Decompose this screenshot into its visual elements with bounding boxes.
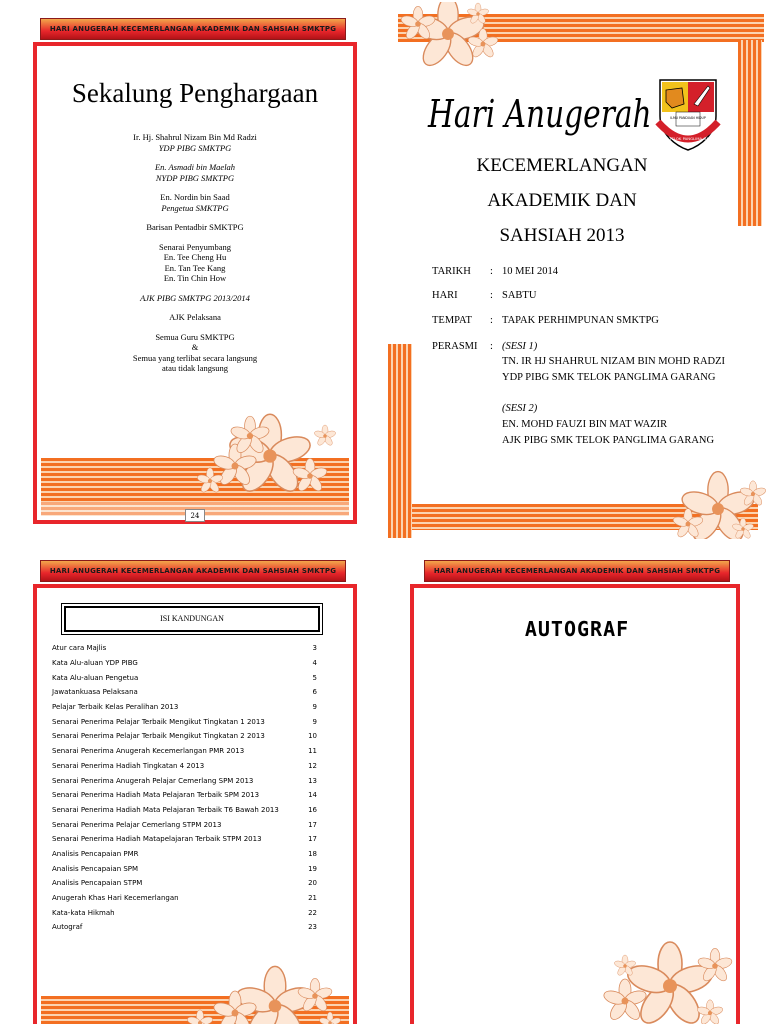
toc-page: 9 xyxy=(312,703,317,712)
list-spacer xyxy=(30,153,360,162)
page-number: 24 xyxy=(185,509,205,522)
list-spacer xyxy=(30,323,360,332)
toc-row xyxy=(52,744,317,759)
list-spacer xyxy=(30,183,360,192)
toc-label: Kata-kata Hikmah xyxy=(52,908,115,917)
acknowledgement-line: Semua Guru SMKTPG xyxy=(155,331,235,342)
toc-page: 11 xyxy=(308,747,317,756)
toc-row xyxy=(52,773,317,788)
info-value: SABTU xyxy=(502,290,537,301)
toc-label: Senarai Penerima Hadiah Matapelajaran Terbaik STPM 2013 xyxy=(52,835,262,844)
toc-title: ISI KANDUNGAN xyxy=(64,606,320,632)
toc-page: 23 xyxy=(308,923,317,932)
flower-decoration-icon xyxy=(668,469,768,539)
acknowledgement-line: Senarai Penyumbang xyxy=(159,241,231,252)
toc-row xyxy=(52,905,317,920)
info-value: 10 MEI 2014 xyxy=(502,266,558,277)
toc-page: 13 xyxy=(308,776,317,785)
toc-row xyxy=(52,847,317,862)
cover-script-title: Hari Anugerah xyxy=(428,92,652,136)
acknowledgement-line: & xyxy=(191,342,199,352)
colon: : xyxy=(490,290,493,301)
toc-label: Anugerah Khas Hari Kecemerlangan xyxy=(52,894,179,903)
page-header: HARI ANUGERAH KECEMERLANGAN AKADEMIK DAN SAHSIAH SMKTPG xyxy=(40,18,346,40)
info-label: PERASMI xyxy=(432,341,478,352)
toc-label: Senarai Penerima Anugerah Pelajar Cemerlang SPM 2013 xyxy=(52,776,254,785)
colon: : xyxy=(490,341,493,352)
toc-label: Analisis Pencapaian SPM xyxy=(52,864,139,873)
toc-row xyxy=(52,861,317,876)
officiator-line: TN. IR HJ SHAHRUL NIZAM BIN MOHD RADZI xyxy=(502,356,726,367)
toc-list xyxy=(52,641,317,935)
acknowledgement-line: Semua yang terlibat secara langsung xyxy=(132,352,258,363)
decorative-stripes xyxy=(738,40,762,226)
acknowledgement-line: YDP PIBG SMKTPG xyxy=(158,142,232,153)
toc-label: Pelajar Terbaik Kelas Peralihan 2013 xyxy=(52,703,179,712)
cover-heading-line: SAHSIAH 2013 xyxy=(499,225,625,246)
toc-label: Kata Alu-aluan Pengetua xyxy=(52,673,139,682)
toc-row xyxy=(52,803,317,818)
list-spacer xyxy=(30,213,360,222)
info-value: TAPAK PERHIMPUNAN SMKTPG xyxy=(502,315,659,326)
toc-label: Jawatankuasa Pelaksana xyxy=(52,688,138,697)
toc-page: 16 xyxy=(308,805,317,814)
info-label: HARI xyxy=(432,290,458,301)
list-spacer xyxy=(30,284,360,293)
toc-page: 6 xyxy=(312,688,317,697)
toc-page: 14 xyxy=(308,791,317,800)
toc-page: 10 xyxy=(308,732,317,741)
toc-page: 17 xyxy=(308,820,317,829)
toc-row xyxy=(52,700,317,715)
toc-row xyxy=(52,670,317,685)
toc-page: 20 xyxy=(308,879,317,888)
toc-row xyxy=(52,891,317,906)
toc-row xyxy=(52,832,317,847)
cover-heading xyxy=(430,148,694,253)
toc-page: 12 xyxy=(308,761,317,770)
toc-row xyxy=(52,685,317,700)
acknowledgement-line: En. Tan Tee Kang xyxy=(164,262,226,273)
flower-decoration-icon xyxy=(140,961,350,1024)
info-row-date xyxy=(432,266,558,277)
cover-heading-line: AKADEMIK DAN xyxy=(487,190,637,211)
acknowledgement-line: En. Asmadi bin Maelah xyxy=(154,162,236,172)
page-acknowledgement xyxy=(30,14,360,524)
flower-decoration-icon xyxy=(150,406,350,496)
page-header: HARI ANUGERAH KECEMERLANGAN AKADEMIK DAN SAHSIAH SMKTPG xyxy=(40,560,346,582)
toc-page: 9 xyxy=(312,717,317,726)
toc-row xyxy=(52,656,317,671)
info-row-venue xyxy=(432,315,659,326)
toc-label: Senarai Penerima Hadiah Mata Pelajaran Terbaik T6 Bawah 2013 xyxy=(52,805,279,814)
logo-banner-text: ILMU PANDUAN HIDUP xyxy=(670,116,706,120)
acknowledgement-list xyxy=(30,132,360,374)
toc-row xyxy=(52,876,317,891)
toc-row xyxy=(52,759,317,774)
info-row-officiator xyxy=(432,341,537,352)
toc-row xyxy=(52,641,317,656)
acknowledgement-line: AJK Pelaksana xyxy=(169,312,221,322)
officiator-line: EN. MOHD FAUZI BIN MAT WAZIR xyxy=(502,419,668,430)
flower-decoration-icon xyxy=(398,2,508,72)
toc-label: Senarai Penerima Hadiah Tingkatan 4 2013 xyxy=(52,761,205,770)
toc-page: 3 xyxy=(312,644,317,653)
acknowledgement-line: AJK PIBG SMKTPG 2013/2014 xyxy=(140,292,250,303)
acknowledgement-line: Ir. Hj. Shahrul Nizam Bin Md Radzi xyxy=(133,132,257,142)
toc-page: 5 xyxy=(312,673,317,682)
officiator-line: YDP PIBG SMK TELOK PANGLIMA GARANG xyxy=(502,372,716,383)
acknowledgement-line: En. Tee Cheng Hu xyxy=(163,252,227,262)
cover-heading-line: KECEMERLANGAN xyxy=(476,155,648,176)
toc-label: Analisis Pencapaian STPM xyxy=(52,879,143,888)
toc-row xyxy=(52,788,317,803)
toc-page: 19 xyxy=(308,864,317,873)
toc-row xyxy=(52,729,317,744)
toc-row xyxy=(52,714,317,729)
officiator-line: (SESI 2) xyxy=(502,403,538,414)
toc-label: Autograf xyxy=(52,923,83,932)
toc-page: 4 xyxy=(312,659,317,668)
page-header: HARI ANUGERAH KECEMERLANGAN AKADEMIK DAN SAHSIAH SMKTPG xyxy=(424,560,730,582)
toc-label: Senarai Penerima Hadiah Mata Pelajaran Terbaik SPM 2013 xyxy=(52,791,260,800)
acknowledgement-line: Pengetua SMKTPG xyxy=(161,202,229,213)
logo-school-text: S.M.K. TELOK PANGLIMA GARANG xyxy=(656,136,720,141)
info-row-day xyxy=(432,290,536,301)
info-label: TARIKH xyxy=(432,266,471,277)
colon: : xyxy=(490,266,493,277)
toc-label: Senarai Penerima Pelajar Terbaik Mengikut Tingkatan 2 2013 xyxy=(52,732,265,741)
acknowledgement-line: NYDP PIBG SMKTPG xyxy=(155,172,235,183)
info-value: (SESI 1) xyxy=(502,341,538,352)
flower-decoration-icon xyxy=(595,941,740,1024)
page-title: Sekalung Penghargaan xyxy=(71,78,319,108)
acknowledgement-line: En. Nordin bin Saad xyxy=(160,192,230,202)
autograph-title: AUTOGRAF xyxy=(524,617,630,641)
decorative-stripes xyxy=(388,344,412,538)
toc-row xyxy=(52,920,317,935)
info-label: TEMPAT xyxy=(432,315,472,326)
toc-label: Senarai Penerima Anugerah Kecemerlangan PMR 2013 xyxy=(52,747,245,756)
toc-label: Kata Alu-aluan YDP PIBG xyxy=(52,659,138,668)
toc-label: Analisis Pencapaian PMR xyxy=(52,849,139,858)
toc-page: 21 xyxy=(308,894,317,903)
list-spacer xyxy=(30,303,360,312)
list-spacer xyxy=(30,233,360,242)
toc-page: 22 xyxy=(308,908,317,917)
officiator-line: AJK PIBG SMK TELOK PANGLIMA GARANG xyxy=(502,435,715,446)
school-logo-icon xyxy=(652,76,724,154)
toc-label: Senarai Penerima Pelajar Terbaik Mengikut Tingkatan 1 2013 xyxy=(52,717,265,726)
toc-label: Senarai Penerima Pelajar Cemerlang STPM 2013 xyxy=(52,820,222,829)
acknowledgement-line: atau tidak langsung xyxy=(161,363,229,373)
colon: : xyxy=(490,315,493,326)
toc-page: 18 xyxy=(308,849,317,858)
toc-row xyxy=(52,817,317,832)
acknowledgement-line: En. Tin Chin How xyxy=(163,273,227,283)
toc-page: 17 xyxy=(308,835,317,844)
acknowledgement-line: Barisan Pentadbir SMKTPG xyxy=(146,222,244,232)
toc-label: Atur cara Majlis xyxy=(52,644,107,653)
